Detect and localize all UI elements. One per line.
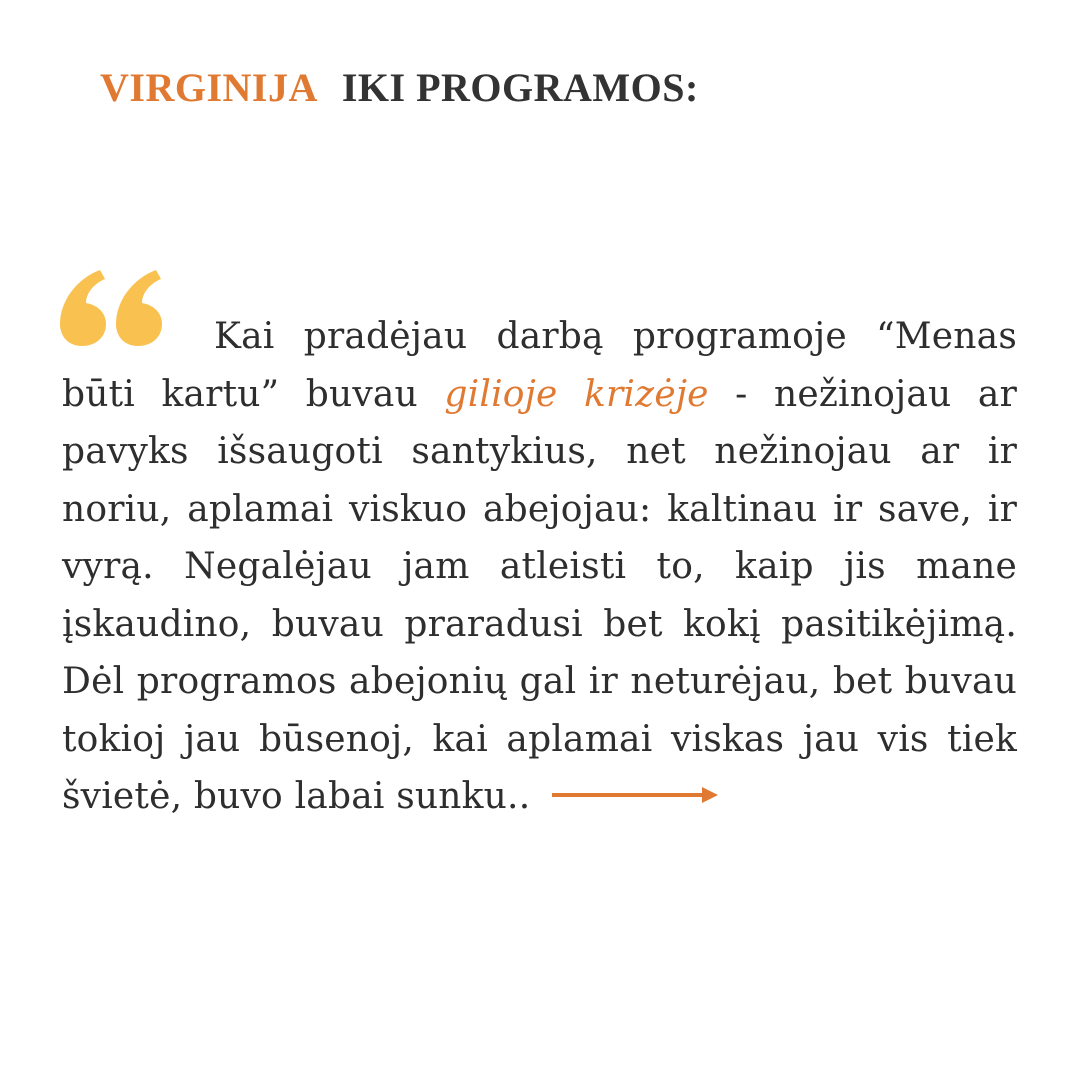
person-name: VIRGINIJA xyxy=(100,65,318,110)
testimonial-text xyxy=(62,308,1017,826)
header-title: IKI PROGRAMOS: xyxy=(341,65,699,110)
right-arrow-icon[interactable] xyxy=(552,784,720,806)
quote-text-part-1: Kai pradėjau darbą programoje “Menas būti kartu” buvau xyxy=(62,316,1017,415)
quote-text-part-2: - nežinojau ar pavyks išsaugoti santykius, net nežinojau ar ir noriu, aplamai viskuo abejojau: kaltinau ir save, ir vyrą. Negalėjau jam atleisti to, kaip jis mane įskaudino, buvau praradusi bet kokį pasitikėjimą. Dėl programos abejonių gal ir neturėjau, bet buvau tokioj jau būsenoj, kai aplamai viskas jau vis tiek švietė, buvo labai sunku.. xyxy=(62,373,1017,817)
header xyxy=(100,64,699,112)
quote-highlight: gilioje krizėje xyxy=(444,373,709,415)
